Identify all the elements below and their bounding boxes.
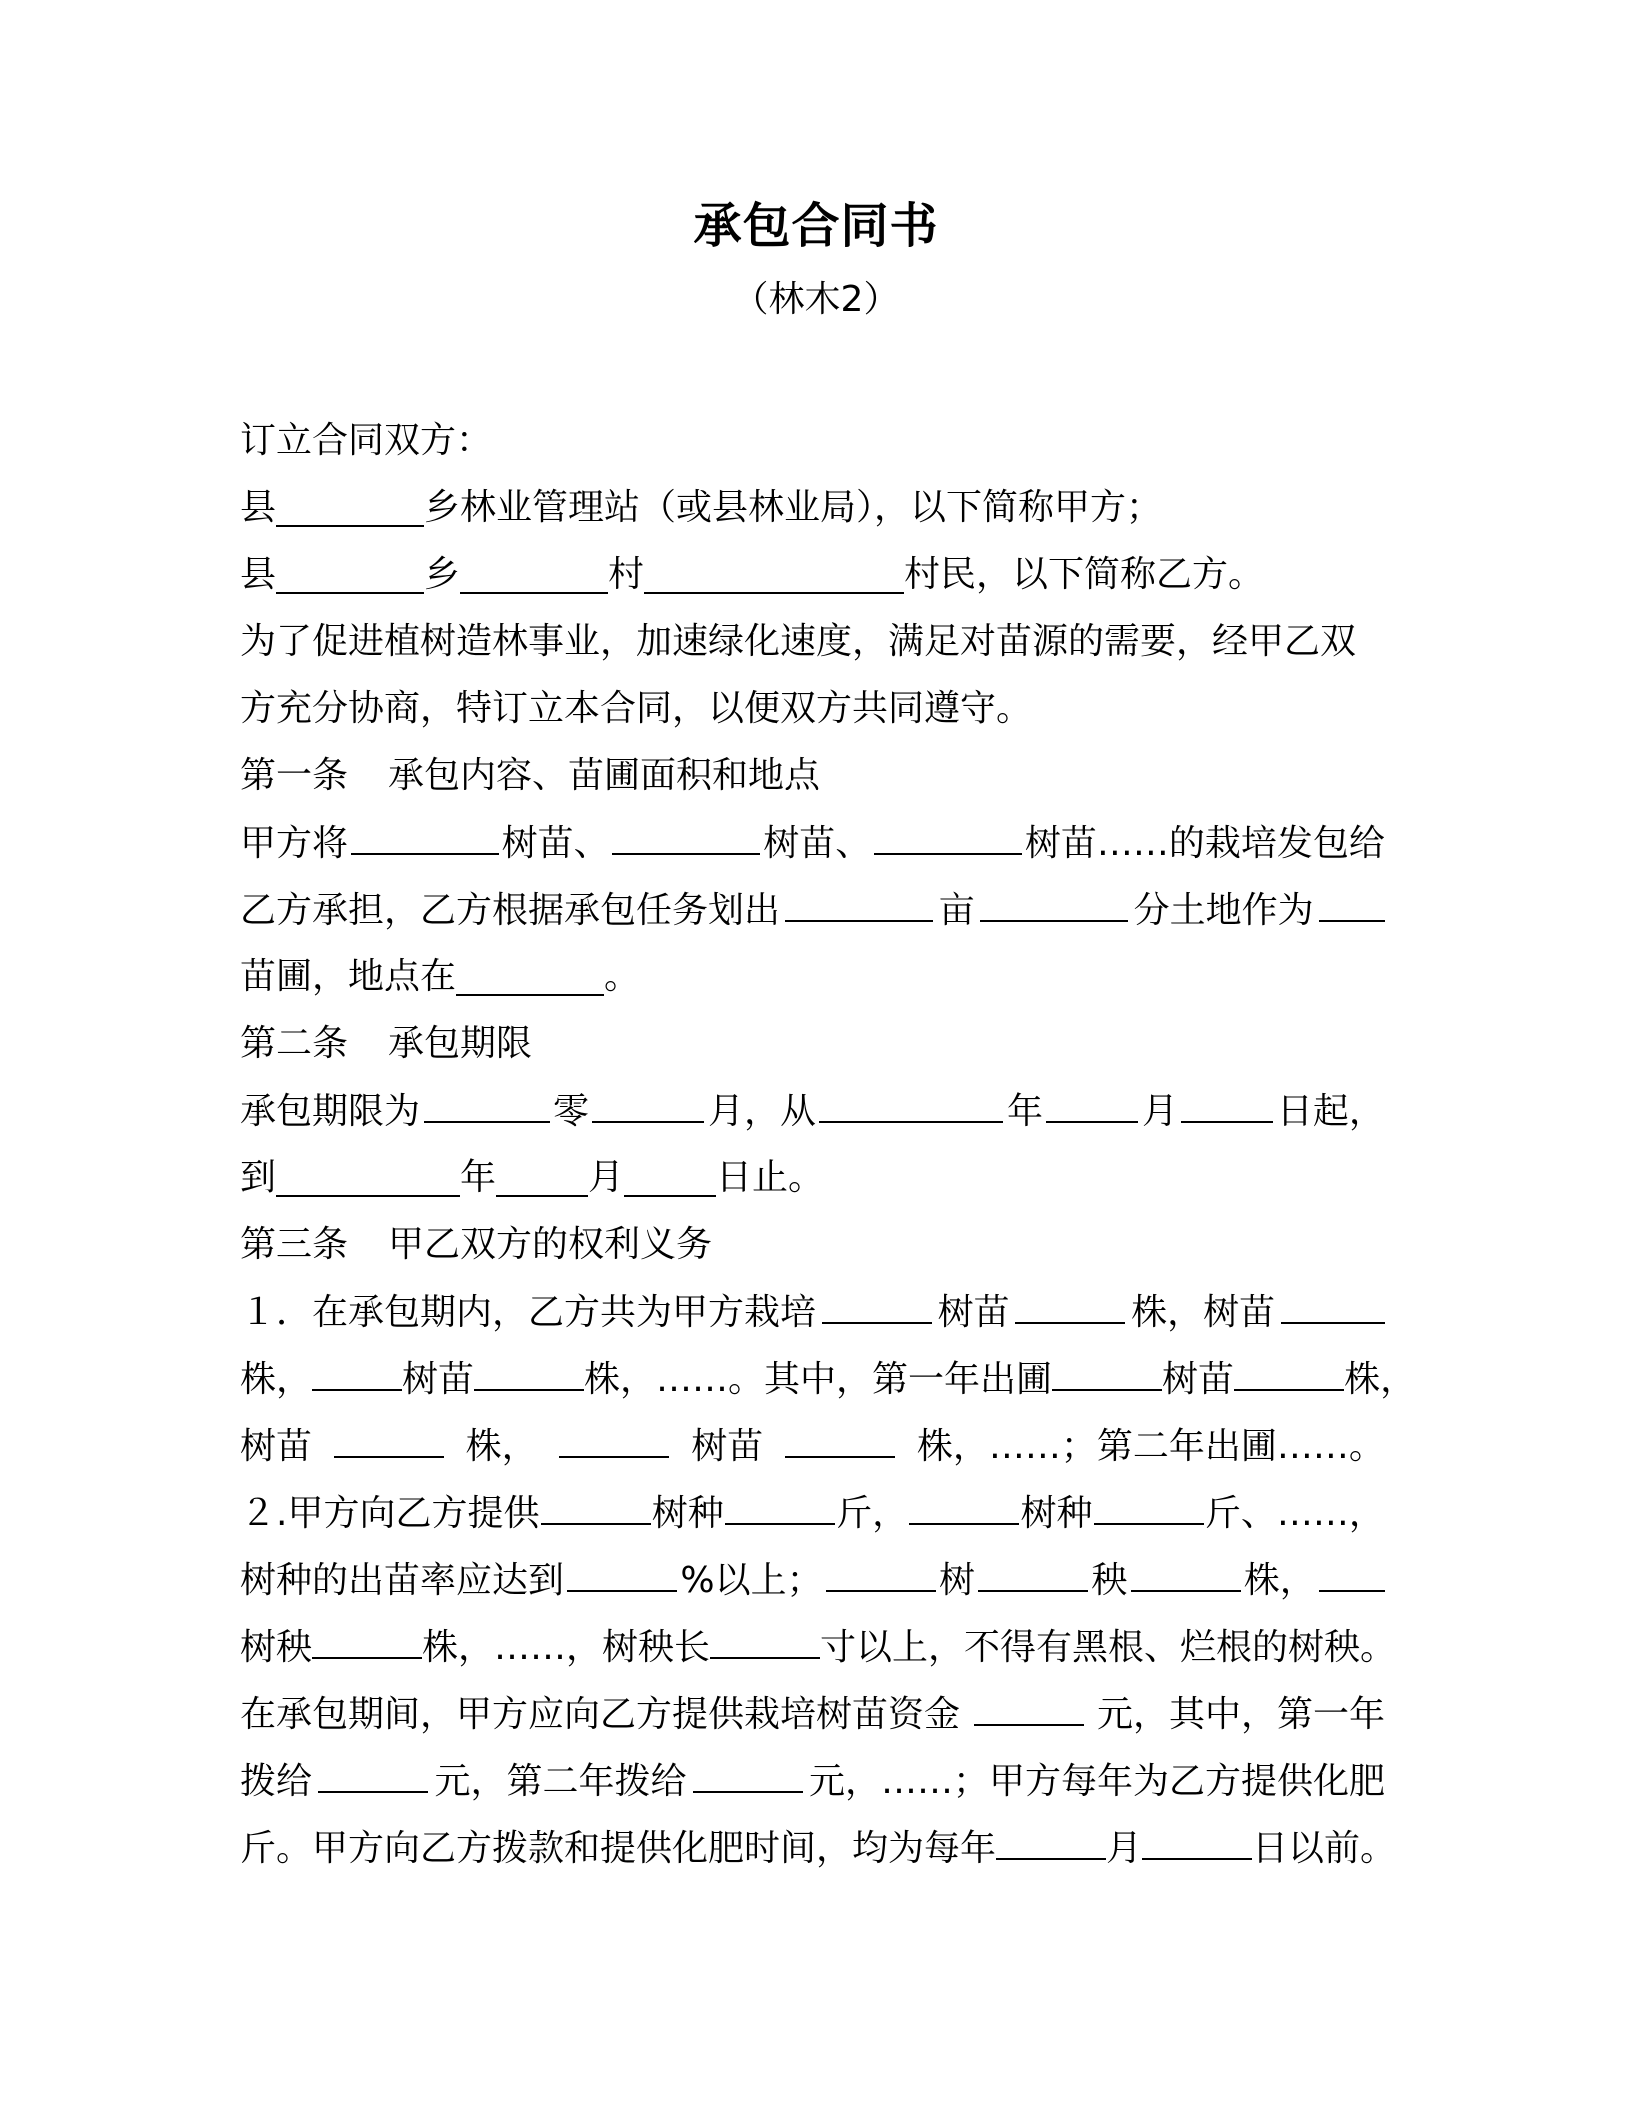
party-b-line — [240, 541, 1385, 608]
contract-body — [240, 407, 1417, 1881]
article-1-heading: 第一条 承包内容、苗圃面积和地点 — [240, 755, 821, 796]
document-title: 承包合同书 — [693, 198, 939, 254]
location-blank[interactable] — [456, 950, 604, 996]
term-months-blank[interactable] — [592, 1077, 704, 1123]
article-1-line-3: 苗圃，地点在 。 — [240, 943, 1385, 1010]
article-3-item-1-line-3: 树苗 株， 树苗 株，……；第二年出圃……。 — [240, 1412, 1385, 1479]
cultivation-fund-blank[interactable] — [974, 1680, 1084, 1726]
document-subtitle: （林木2） — [732, 279, 900, 320]
area-mu-blank[interactable] — [785, 876, 933, 922]
seedling-type-blank-3[interactable] — [312, 1345, 402, 1391]
year1-seedling-count-blank[interactable] — [1234, 1345, 1344, 1391]
sapling-count-1-blank[interactable] — [1131, 1546, 1241, 1592]
end-day-blank[interactable] — [624, 1151, 716, 1197]
party-a-text: 乡林业管理站（或县林业局），以下简称甲方； — [424, 487, 1163, 528]
seedling-type-3-blank[interactable] — [874, 809, 1022, 855]
term-years-blank[interactable] — [424, 1077, 550, 1123]
sapling-length-blank[interactable] — [710, 1613, 820, 1659]
party-a-county-blank[interactable] — [276, 481, 424, 527]
payment-day-blank[interactable] — [1142, 1814, 1252, 1860]
article-3-item-2-line-3: 树秧 株，……，树秧长 寸以上，不得有黑根、烂根的树秧。 — [240, 1613, 1385, 1680]
total-seedling-type-blank[interactable] — [822, 1278, 932, 1324]
party-b-county-blank[interactable] — [276, 548, 424, 594]
seed-weight-1-blank[interactable] — [725, 1479, 835, 1525]
seedling-type-1-blank[interactable] — [351, 809, 499, 855]
party-b-township-label: 乡 — [424, 554, 461, 595]
article-2-heading: 第二条 承包期限 — [240, 1023, 533, 1064]
article-2-line-2: 到 年 月 日止。 — [240, 1144, 1385, 1211]
party-a-line — [240, 474, 1385, 541]
article-3-item-2-line-6: 斤。甲方向乙方拨款和提供化肥时间，均为每年 月 日以前。 — [240, 1814, 1385, 1881]
party-b-village-label: 村 — [608, 554, 645, 595]
parties-label: 订立合同双方： — [240, 420, 493, 461]
sapling-type-1-blank[interactable] — [826, 1546, 936, 1592]
article-2-line-1: 承包期限为 零 月，从 年 月 日起， — [240, 1077, 1385, 1144]
party-b-text: 村民，以下简称乙方。 — [904, 554, 1265, 595]
seedling-count-blank-3[interactable] — [474, 1345, 584, 1391]
year1-fund-blank[interactable] — [318, 1747, 428, 1793]
area-fen-blank[interactable] — [980, 876, 1128, 922]
preamble-line-1: 为了促进植树造林事业，加速绿化速度，满足对苗源的需要，经甲乙双 — [240, 621, 1357, 662]
year2-fund-blank[interactable] — [693, 1747, 803, 1793]
start-year-blank[interactable] — [819, 1077, 1003, 1123]
party-a-county-label: 县 — [240, 487, 277, 528]
start-day-blank[interactable] — [1181, 1077, 1273, 1123]
party-b-township-blank[interactable] — [460, 548, 608, 594]
year1-seedling-type-blank-3[interactable] — [559, 1412, 669, 1458]
seedling-count-blank-2[interactable] — [1281, 1278, 1385, 1324]
germination-rate-blank[interactable] — [567, 1546, 677, 1592]
end-year-blank[interactable] — [276, 1151, 460, 1197]
article-3-item-1-line-1: １．在承包期内，乙方共为甲方栽培 树苗 株，树苗 — [240, 1278, 1385, 1345]
sapling-type-1b-blank[interactable] — [978, 1546, 1088, 1592]
seed-type-1-blank[interactable] — [541, 1479, 651, 1525]
party-b-village-blank[interactable] — [644, 548, 904, 594]
article-1-line-2: 乙方承担，乙方根据承包任务划出 亩 分土地作为 — [240, 876, 1385, 943]
sapling-type-2-blank[interactable] — [1319, 1546, 1385, 1592]
party-b-county-label: 县 — [240, 554, 277, 595]
article-3-heading: 第三条 甲乙双方的权利义务 — [240, 1224, 713, 1265]
seed-type-2-blank[interactable] — [909, 1479, 1019, 1525]
seedling-type-2-blank[interactable] — [612, 809, 760, 855]
article-3-item-1-line-2: 株， 树苗 株，……。其中，第一年出圃 树苗 株， — [240, 1345, 1385, 1412]
nursery-use-blank[interactable] — [1319, 876, 1385, 922]
sapling-count-2-blank[interactable] — [312, 1613, 422, 1659]
article-3-item-2-line-2: 树种的出苗率应达到 %以上； 树 秧 株， — [240, 1546, 1385, 1613]
start-month-blank[interactable] — [1046, 1077, 1138, 1123]
article-3-item-2-line-1: ２.甲方向乙方提供 树种 斤， 树种 斤、……， — [240, 1479, 1385, 1546]
article-3-item-2-line-5: 拨给 元，第二年拨给 元，……；甲方每年为乙方提供化肥 — [240, 1747, 1385, 1814]
seed-weight-2-blank[interactable] — [1094, 1479, 1204, 1525]
article-3-item-2-line-4: 在承包期间，甲方应向乙方提供栽培树苗资金 元，其中，第一年 — [240, 1680, 1385, 1747]
year1-seedling-count-blank-2[interactable] — [334, 1412, 444, 1458]
article-1-line-1: 甲方将 树苗、 树苗、 树苗……的栽培发包给 — [240, 809, 1385, 876]
preamble-line-2: 方充分协商，特订立本合同，以便双方共同遵守。 — [240, 688, 1033, 729]
end-month-blank[interactable] — [496, 1151, 588, 1197]
year1-seedling-count-blank-3[interactable] — [785, 1412, 895, 1458]
total-seedling-count-blank[interactable] — [1015, 1278, 1125, 1324]
payment-month-blank[interactable] — [996, 1814, 1106, 1860]
year1-seedling-type-blank[interactable] — [1052, 1345, 1162, 1391]
